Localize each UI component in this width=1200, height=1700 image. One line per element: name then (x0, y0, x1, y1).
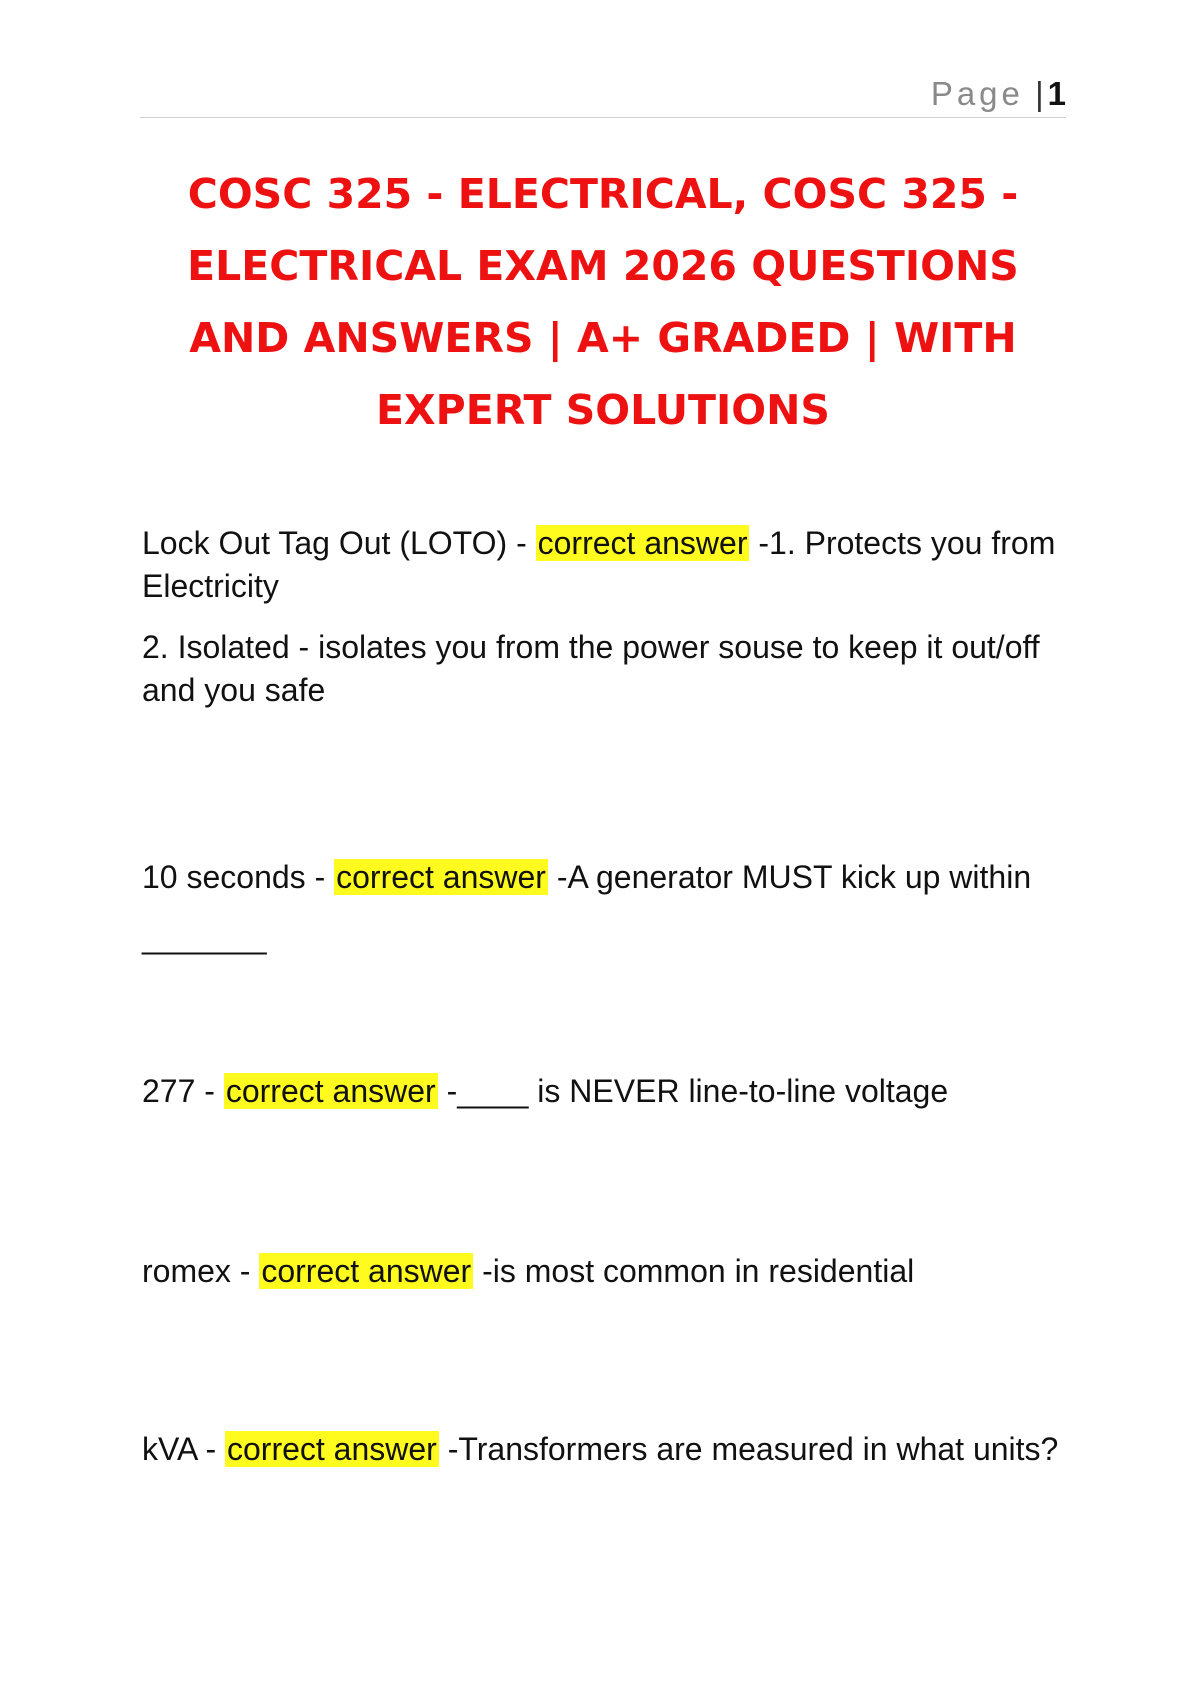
qa-item-voltage (142, 1070, 1072, 1113)
qa-term: 277 - (142, 1073, 224, 1109)
qa-definition: -is most common in residential (473, 1253, 915, 1289)
qa-term: Lock Out Tag Out (LOTO) - (142, 525, 536, 561)
page-number: 1 (1047, 75, 1066, 112)
qa-item-romex (142, 1250, 1072, 1293)
correct-answer-highlight: correct answer (537, 525, 748, 561)
correct-answer-highlight: correct answer (225, 1073, 436, 1109)
document-title: COSC 325 - ELECTRICAL, COSC 325 - ELECTRICAL EXAM 2026 QUESTIONS AND ANSWERS | A+ GRADED | WITH EXPERT SOLUTIONS (187, 170, 1019, 434)
page-number-label (931, 76, 1066, 112)
qa-definition: -Transformers are measured in what units? (438, 1431, 1059, 1467)
qa-definition: -____ is NEVER line-to-line voltage (437, 1073, 949, 1109)
page-separator: | (1035, 75, 1044, 112)
qa-item-generator (142, 847, 1072, 967)
qa-item-loto (142, 522, 1072, 608)
qa-item-kva (142, 1428, 1072, 1471)
qa-term: kVA - (142, 1431, 225, 1467)
qa-item-loto-continuation: 2. Isolated - isolates you from the power souse to keep it out/off and you safe (142, 629, 1040, 708)
correct-answer-highlight: correct answer (336, 859, 546, 895)
qa-definition: -A generator MUST kick up within _______ (142, 859, 1032, 955)
page-header (140, 72, 1066, 118)
correct-answer-highlight: correct answer (261, 1253, 472, 1289)
qa-term: 10 seconds - (142, 859, 335, 895)
page-word: Page (930, 75, 1024, 112)
qa-term: romex - (142, 1253, 260, 1289)
qa-definition: -1. Protects you from Electricity (142, 525, 1056, 604)
correct-answer-highlight: correct answer (226, 1431, 437, 1467)
